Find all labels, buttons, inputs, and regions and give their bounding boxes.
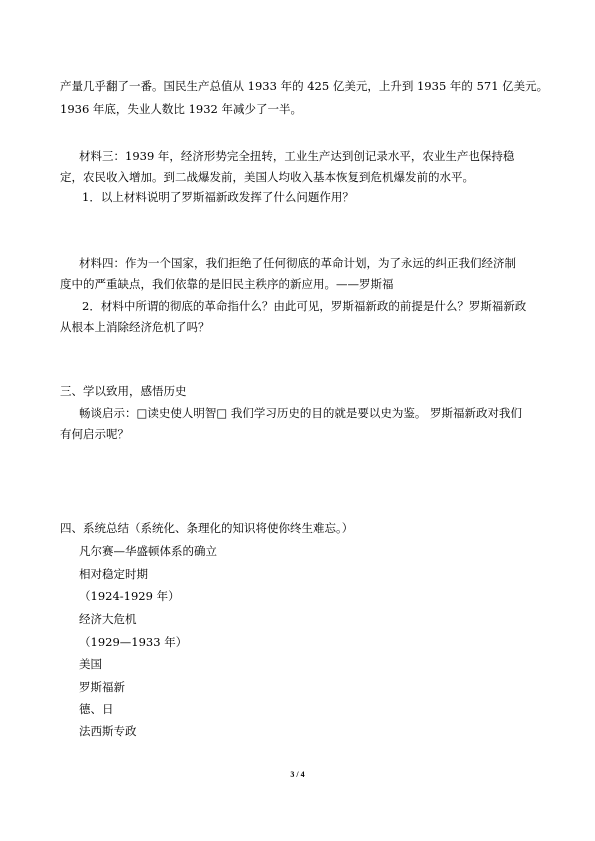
material-three-line: 材料三：1939 年，经济形势完全扭转，工业生产达到创记录水平，农业生产也保持稳 bbox=[79, 149, 515, 163]
summary-item: 凡尔赛—华盛顿体系的确立 bbox=[79, 544, 217, 558]
summary-item: 罗斯福新 bbox=[79, 680, 125, 694]
summary-item: （1929—1933 年） bbox=[79, 635, 188, 649]
question-two-line: 2．材料中所谓的彻底的革命指什么？由此可见，罗斯福新政的前提是什么？罗斯福新政 bbox=[82, 299, 527, 313]
page-number: 3 / 4 bbox=[290, 770, 305, 779]
summary-item: （1924-1929 年） bbox=[79, 589, 180, 603]
section-three-body-line: 有何启示呢？ bbox=[60, 427, 129, 441]
material-four-line: 度中的严重缺点，我们依靠的是旧民主秩序的新应用。——罗斯福 bbox=[60, 277, 394, 291]
question-two-line: 从根本上消除经济危机了吗？ bbox=[60, 320, 210, 334]
summary-item: 美国 bbox=[79, 657, 102, 671]
summary-item: 经济大危机 bbox=[79, 612, 137, 626]
section-three-body-line: 畅谈启示：□读史使人明智□ 我们学习历史的目的就是要以史为鉴。 罗斯福新政对我们 bbox=[79, 406, 523, 420]
paragraph-line: 1936 年底，失业人数比 1932 年减少了一半。 bbox=[60, 102, 302, 116]
section-four-heading: 四、系统总结（系统化、条理化的知识将使你终生难忘。） bbox=[60, 521, 354, 535]
material-four-line: 材料四：作为一个国家，我们拒绝了任何彻底的革命计划，为了永远的纠正我们经济制 bbox=[79, 256, 516, 270]
question-one: 1．以上材料说明了罗斯福新政发挥了什么问题作用？ bbox=[82, 190, 354, 204]
summary-item: 法西斯专政 bbox=[79, 724, 137, 738]
material-three-line: 定，农民收入增加。到二战爆发前，美国人均收入基本恢复到危机爆发前的水平。 bbox=[60, 170, 474, 184]
section-three-heading: 三、学以致用，感悟历史 bbox=[60, 384, 187, 398]
summary-item: 德、日 bbox=[79, 702, 114, 716]
paragraph-line: 产量几乎翻了一番。国民生产总值从 1933 年的 425 亿美元，上升到 1935 年的 571 亿美元。 bbox=[60, 79, 549, 93]
summary-item: 相对稳定时期 bbox=[79, 567, 148, 581]
